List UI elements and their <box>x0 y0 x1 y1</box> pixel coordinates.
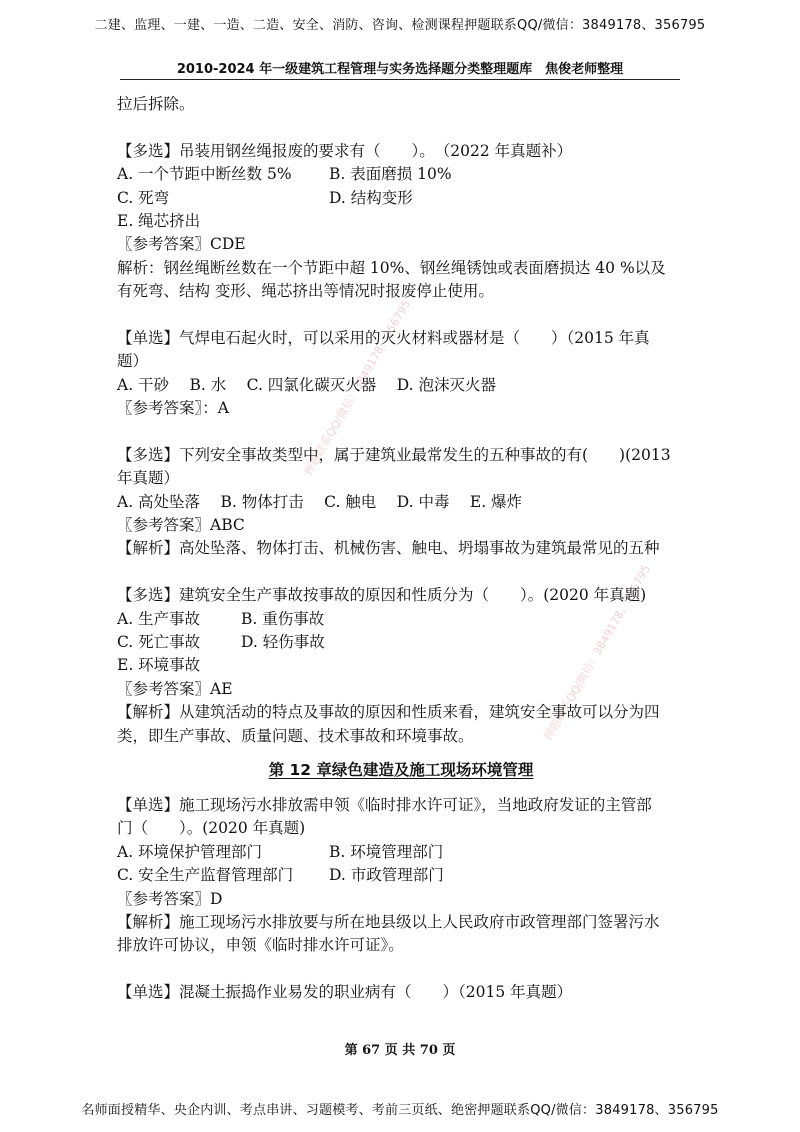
answer: 〖参考答案〗CDE <box>117 235 246 254</box>
option-a: A. 生产事故 <box>117 609 201 628</box>
question-stem: 【多选】下列安全事故类型中，属于建筑业最常发生的五种事故的有( )(2013 <box>117 445 671 464</box>
option-e: E. 环境事故 <box>117 656 201 675</box>
option-c: C. 死弯 <box>117 188 170 207</box>
option-row <box>117 163 685 186</box>
option-b: B. 环境管理部门 <box>329 842 444 861</box>
explanation: 【解析】从建筑活动的特点及事故的原因和性质来看，建筑安全事故可以分为四 <box>117 703 660 722</box>
explanation: 有死弯、结构 变形、绳芯挤出等情况时报废停止使用。 <box>117 282 494 301</box>
chapter-title: 第 12 章绿色建造及施工现场环境管理 <box>268 760 534 779</box>
option-d: D. 轻伤事故 <box>241 632 325 651</box>
explanation: 排放许可协议，申领《临时排水许可证》。 <box>117 936 404 955</box>
answer: 〖参考答案〗AE <box>117 679 233 698</box>
watermark: 押题联系QQ/微信：3849178、356795 <box>541 562 653 743</box>
question-stem: 年真题） <box>117 469 180 488</box>
option-row: A. 干砂 B. 水 C. 四氯化碳灭火器 D. 泡沫灭火器 <box>117 375 496 394</box>
option-b: B. 重伤事故 <box>241 609 325 628</box>
running-header: 2010-2024 年一级建筑工程管理与实务选择题分类整理题库 焦俊老师整理 <box>176 62 624 77</box>
option-row: A. 高处坠落 B. 物体打击 C. 触电 D. 中毒 E. 爆炸 <box>117 492 523 511</box>
explanation: 【解析】施工现场污水排放要与所在地县级以上人民政府市政管理部门签署污水 <box>117 912 660 931</box>
option-row <box>117 631 685 654</box>
question-stem: 题） <box>117 352 149 371</box>
answer: 〖参考答案〗D <box>117 889 223 908</box>
text-line: 拉后拆除。 <box>117 95 195 113</box>
page-number: 第 67 页 共 70 页 <box>344 1043 456 1058</box>
explanation: 解析：钢丝绳断丝数在一个节距中超 10%、钢丝绳锈蚀或表面磨损达 40 %以及 <box>117 258 666 277</box>
question-stem: 【单选】施工现场污水排放需申领《临时排水许可证》，当地政府发证的主管部 <box>117 795 652 814</box>
question-stem: 门（ ）。(2020 年真题) <box>117 819 306 838</box>
option-row <box>117 608 685 631</box>
answer: 〖参考答案〗：A <box>117 399 229 418</box>
option-c: C. 死亡事故 <box>117 632 201 651</box>
option-a: A. 环境保护管理部门 <box>117 842 263 861</box>
explanation: 【解析】高处坠落、物体打击、机械伤害、触电、坍塌事故为建筑最常见的五种 <box>117 539 660 558</box>
question-stem: 【多选】吊装用钢丝绳报废的要求有（ ）。 （2022 年真题补） <box>117 141 573 160</box>
question-stem: 【单选】气焊电石起火时，可以采用的灭火材料或器材是（ ）（2015 年真 <box>117 328 650 347</box>
watermark: 押题联系QQ/微信：3849178、356795 <box>301 297 413 478</box>
bottom-banner: 名师面授精华、央企内训、考点串讲、习题模考、考前三页纸、绝密押题联系QQ/微信：3849178、356795 <box>81 1103 719 1118</box>
option-a: A. 一个节距中断丝数 5% <box>117 165 292 184</box>
header-rule <box>120 79 680 80</box>
option-row <box>117 187 685 210</box>
option-b: B. 表面磨损 10% <box>329 165 452 184</box>
option-d: D. 结构变形 <box>329 188 413 207</box>
question-stem: 【多选】建筑安全生产事故按事故的原因和性质分为（ ）。(2020 年真题) <box>117 586 647 605</box>
chapter-heading <box>117 758 685 782</box>
option-row <box>117 841 685 864</box>
option-row <box>117 864 685 887</box>
option-c: C. 安全生产监督管理部门 <box>117 866 294 885</box>
question-stem: 【单选】混凝土振捣作业易发的职业病有（ ）（2015 年真题） <box>117 983 573 1002</box>
top-banner: 二建、监理、一建、一造、二造、安全、消防、咨询、检测课程押题联系QQ/微信：3849178、356795 <box>94 18 706 33</box>
option-e: E. 绳芯挤出 <box>117 211 201 230</box>
answer: 〖参考答案〗ABC <box>117 516 245 535</box>
option-d: D. 市政管理部门 <box>329 866 444 885</box>
page-content <box>117 93 685 1004</box>
explanation: 类，即生产事故、质量问题、技术事故和环境事故。 <box>117 726 474 745</box>
